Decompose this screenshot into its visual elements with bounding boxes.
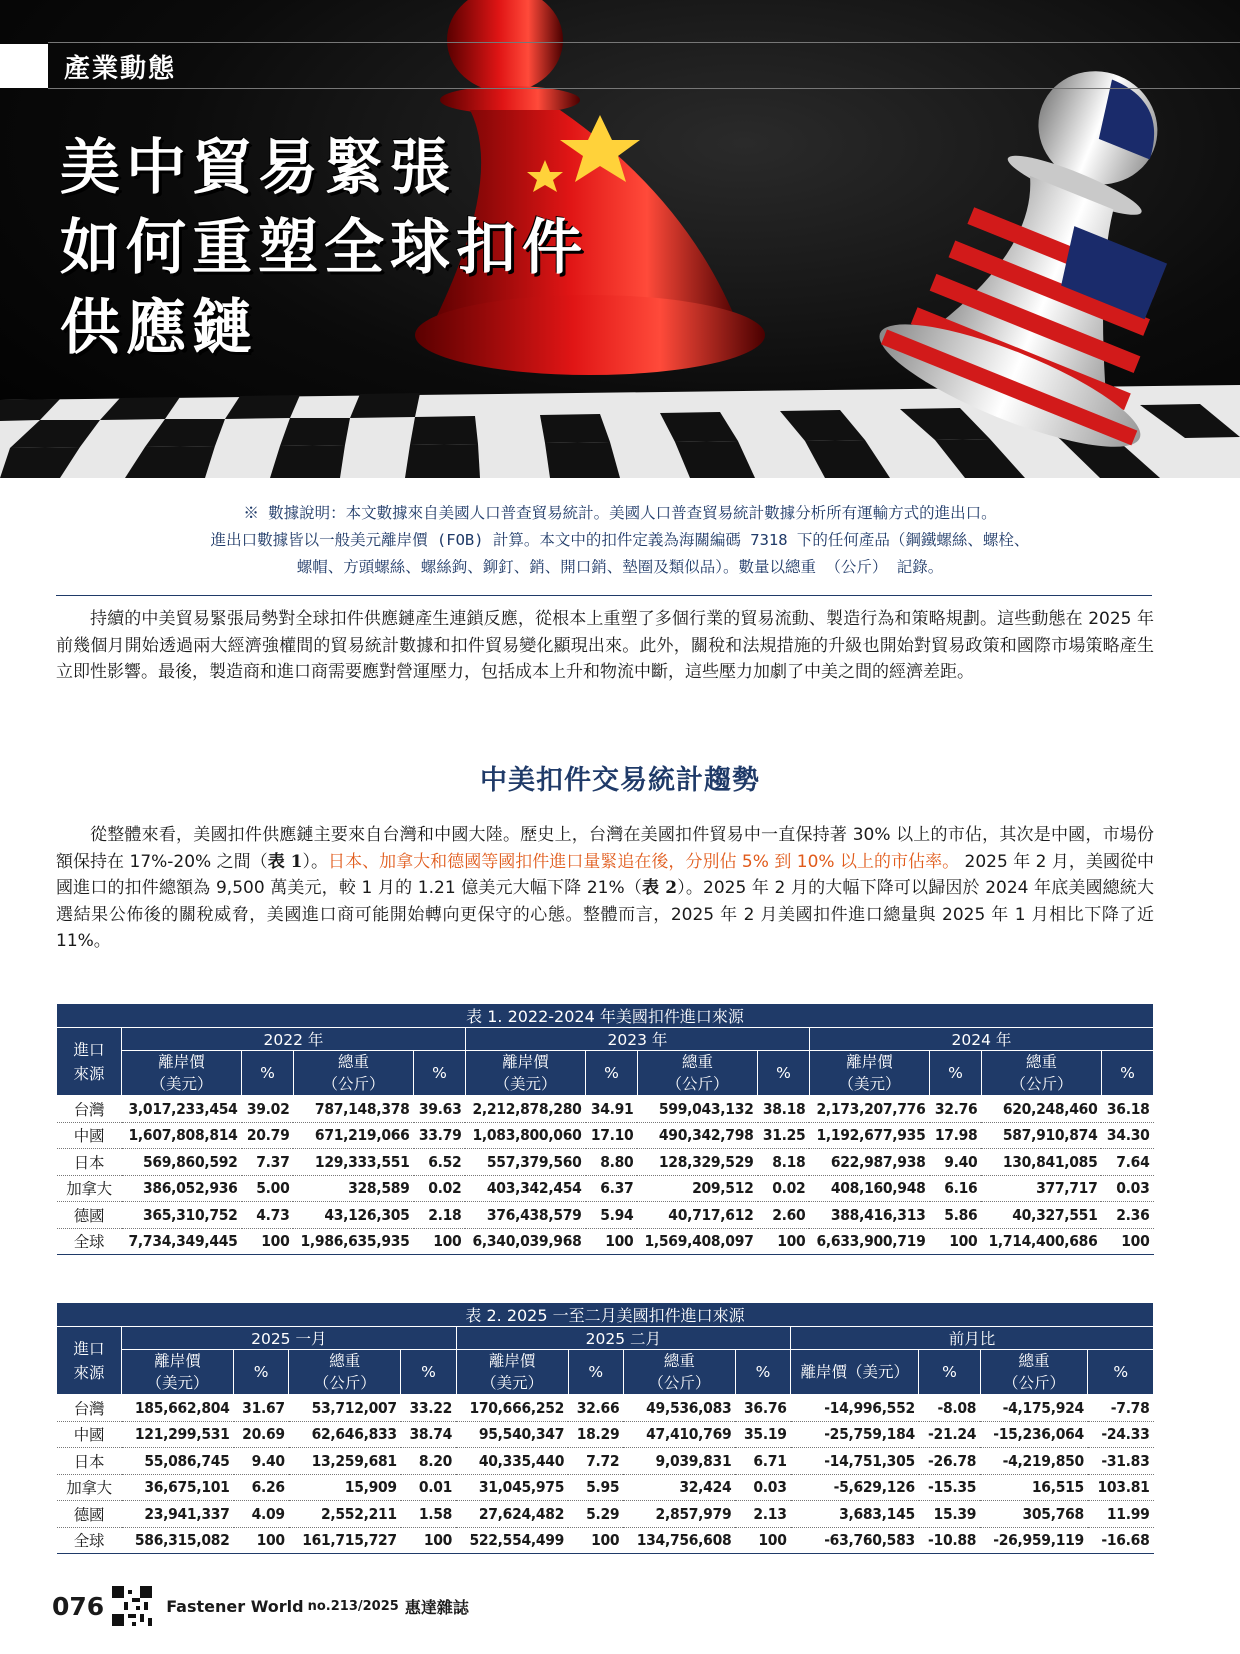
row-source: 全球 bbox=[57, 1527, 122, 1554]
table-cell: 2,552,211 bbox=[289, 1501, 401, 1528]
table-cell: 130,841,085 bbox=[981, 1149, 1101, 1176]
publication-name: Fastener World bbox=[166, 1596, 304, 1616]
table-cell: 3,683,145 bbox=[791, 1501, 919, 1528]
table-cell: 103.81 bbox=[1088, 1474, 1154, 1501]
table-cell: 17.98 bbox=[930, 1122, 982, 1149]
table-cell: -25,759,184 bbox=[791, 1421, 919, 1448]
col-header: 離岸價 （美元） bbox=[122, 1350, 234, 1395]
table-cell: 1,083,800,060 bbox=[465, 1122, 585, 1149]
table-cell: 100 bbox=[586, 1228, 638, 1255]
table-cell: 6,340,039,968 bbox=[465, 1228, 585, 1255]
col-header: 離岸價 （美元） bbox=[465, 1051, 585, 1096]
table-cell: 39.63 bbox=[414, 1096, 466, 1123]
table-caption: 表 2. 2025 一至二月美國扣件進口來源 bbox=[57, 1303, 1154, 1327]
table-cell: 1.58 bbox=[401, 1501, 456, 1528]
intro-paragraph: 持續的中美貿易緊張局勢對全球扣件供應鏈產生連鎖反應，從根本上重塑了多個行業的貿易流動、製造行為和策略規劃。這些動態在 2025 年前幾個月開始透過兩大經濟強權間的貿易統計數據和扣件貿易變化顯現出來。此外，關稅和法規措施的升級也開始對貿易政策和國際市場策略產生立即性影響。最後，製造商和進口商需要應對營運壓力，包括成本上升和物流中斷，這些壓力加劇了中美之間的經濟差距。 bbox=[56, 609, 1154, 683]
table-row bbox=[57, 1501, 1154, 1528]
table-cell: -21.24 bbox=[919, 1421, 980, 1448]
table-cell: 33.22 bbox=[401, 1395, 456, 1422]
table-cell: 32,424 bbox=[623, 1474, 735, 1501]
col-header: % bbox=[234, 1350, 289, 1395]
col-header: 離岸價（美元） bbox=[791, 1350, 919, 1395]
table-cell: 4.73 bbox=[242, 1202, 294, 1229]
table-cell: 17.10 bbox=[586, 1122, 638, 1149]
table-cell: 40,717,612 bbox=[637, 1202, 757, 1229]
col-header: 總重 （公斤） bbox=[637, 1051, 757, 1096]
table-cell: 33.79 bbox=[414, 1122, 466, 1149]
table-cell: 121,299,531 bbox=[122, 1421, 234, 1448]
table-cell: 18.29 bbox=[568, 1421, 623, 1448]
table-cell: 20.79 bbox=[242, 1122, 294, 1149]
table-cell: 5.86 bbox=[930, 1202, 982, 1229]
table-row bbox=[57, 1122, 1154, 1149]
table-cell: -14,751,305 bbox=[791, 1448, 919, 1475]
table-cell: 522,554,499 bbox=[456, 1527, 568, 1554]
table-cell: 39.02 bbox=[242, 1096, 294, 1123]
table-cell: 5.00 bbox=[242, 1175, 294, 1202]
table-cell: 6.52 bbox=[414, 1149, 466, 1176]
col-header: % bbox=[735, 1350, 790, 1395]
col-header: 總重 （公斤） bbox=[289, 1350, 401, 1395]
hero-banner bbox=[0, 0, 1240, 478]
table-cell: -26,959,119 bbox=[980, 1527, 1088, 1554]
table-cell: 0.03 bbox=[735, 1474, 790, 1501]
table-cell: 305,768 bbox=[980, 1501, 1088, 1528]
source-header: 進口 來源 bbox=[57, 1028, 122, 1096]
table-cell: 55,086,745 bbox=[122, 1448, 234, 1475]
note-line: ※ 數據說明：本文數據來自美國人口普查貿易統計。美國人口普查貿易統計數據分析所有運輸方式的進出口。 bbox=[243, 504, 997, 522]
title-line: 供應鏈 bbox=[60, 293, 258, 363]
table-cell: 0.02 bbox=[758, 1175, 810, 1202]
table-cell: 408,160,948 bbox=[809, 1175, 929, 1202]
table-cell: 1,986,635,935 bbox=[293, 1228, 413, 1255]
table-cell: 328,589 bbox=[293, 1175, 413, 1202]
article-title bbox=[60, 128, 588, 368]
table-2-ref: 表 2 bbox=[641, 878, 678, 899]
year-header: 2022 年 bbox=[122, 1028, 466, 1051]
body-paragraph: 從整體來看，美國扣件供應鏈主要來自台灣和中國大陸。歷史上，台灣在美國扣件貿易中一直保持著 30% 以上的市佔，其次是中國，市場份額保持在 17%-20% 之間（表 1）。日本、加拿大和德國等國扣件進口量緊追在後，分別佔 5% 到 10% 以上的市佔率。 2025 年 2 月，美國從中國進口的扣件總額為 9,500 萬美元，較 1 月的 1.21 億美元大幅下降 21%（表 2）。2025 年 2 月的大幅下降可以歸因於 2024 年底美國總統大選結果公佈後的關稅威脅，美國進口商可能開始轉向更保守的心態。整體而言，2025 年 2 月美國扣件進口總量與 2025 年 1 月相比下降了近 11%。 bbox=[56, 825, 1154, 952]
table-cell: 2,173,207,776 bbox=[809, 1096, 929, 1123]
table-cell: 100 bbox=[401, 1527, 456, 1554]
table-cell: 1,192,677,935 bbox=[809, 1122, 929, 1149]
table-cell: 32.76 bbox=[930, 1096, 982, 1123]
table-cell: 1,569,408,097 bbox=[637, 1228, 757, 1255]
table-row bbox=[57, 1228, 1154, 1255]
col-header: 離岸價 （美元） bbox=[809, 1051, 929, 1096]
table-cell: 53,712,007 bbox=[289, 1395, 401, 1422]
table-cell: 587,910,874 bbox=[981, 1122, 1101, 1149]
table-cell: 9,039,831 bbox=[623, 1448, 735, 1475]
section-tag bbox=[0, 44, 176, 88]
publisher-name: 惠達雜誌 bbox=[404, 1597, 469, 1617]
table-caption: 表 1. 2022-2024 年美國扣件進口來源 bbox=[57, 1004, 1154, 1028]
table-cell: -5,629,126 bbox=[791, 1474, 919, 1501]
col-header: % bbox=[919, 1350, 980, 1395]
table-cell: 1,714,400,686 bbox=[981, 1228, 1101, 1255]
table-row bbox=[57, 1395, 1154, 1422]
table-cell: 2,857,979 bbox=[623, 1501, 735, 1528]
table-cell: 3,017,233,454 bbox=[122, 1096, 242, 1123]
table-cell: 20.69 bbox=[234, 1421, 289, 1448]
table-cell: -4,175,924 bbox=[980, 1395, 1088, 1422]
row-source: 德國 bbox=[57, 1202, 122, 1229]
table-cell: 15.39 bbox=[919, 1501, 980, 1528]
table-cell: 388,416,313 bbox=[809, 1202, 929, 1229]
section-label: 產業動態 bbox=[64, 53, 177, 84]
data-note bbox=[120, 500, 1120, 581]
table-cell: 569,860,592 bbox=[122, 1149, 242, 1176]
table-cell: -24.33 bbox=[1088, 1421, 1154, 1448]
row-source: 全球 bbox=[57, 1228, 122, 1255]
table-1 bbox=[56, 1003, 1154, 1255]
table-cell: 161,715,727 bbox=[289, 1527, 401, 1554]
table-cell: 16,515 bbox=[980, 1474, 1088, 1501]
table-cell: 7,734,349,445 bbox=[122, 1228, 242, 1255]
col-header: 總重 （公斤） bbox=[981, 1051, 1101, 1096]
table-cell: 0.01 bbox=[401, 1474, 456, 1501]
table-row bbox=[57, 1096, 1154, 1123]
col-header: 總重 （公斤） bbox=[623, 1350, 735, 1395]
table-cell: -14,996,552 bbox=[791, 1395, 919, 1422]
table-cell: 100 bbox=[568, 1527, 623, 1554]
table-cell: 31.67 bbox=[234, 1395, 289, 1422]
table-cell: 27,624,482 bbox=[456, 1501, 568, 1528]
table-cell: 8.20 bbox=[401, 1448, 456, 1475]
col-header: 總重 （公斤） bbox=[980, 1350, 1088, 1395]
qr-code-icon[interactable] bbox=[112, 1586, 152, 1626]
table-cell: 9.40 bbox=[930, 1149, 982, 1176]
table-cell: 622,987,938 bbox=[809, 1149, 929, 1176]
table-cell: 100 bbox=[242, 1228, 294, 1255]
source-header: 進口 來源 bbox=[57, 1327, 122, 1395]
table-cell: 376,438,579 bbox=[465, 1202, 585, 1229]
table-cell: 129,333,551 bbox=[293, 1149, 413, 1176]
table-cell: 100 bbox=[758, 1228, 810, 1255]
row-source: 中國 bbox=[57, 1122, 122, 1149]
table-cell: 134,756,608 bbox=[623, 1527, 735, 1554]
table-cell: -15,236,064 bbox=[980, 1421, 1088, 1448]
note-line: 進出口數據皆以一般美元離岸價 (FOB) 計算。本文中的扣件定義為海關編碼 7318 下的任何產品（鋼鐵螺絲、螺栓、 bbox=[210, 531, 1030, 549]
col-header: % bbox=[1101, 1051, 1153, 1096]
table-1-ref: 表 1 bbox=[267, 851, 303, 872]
table-row bbox=[57, 1527, 1154, 1554]
table-cell: 7.72 bbox=[568, 1448, 623, 1475]
table-cell: -4,219,850 bbox=[980, 1448, 1088, 1475]
table-cell: -16.68 bbox=[1088, 1527, 1154, 1554]
table-cell: 36.76 bbox=[735, 1395, 790, 1422]
table-cell: 7.37 bbox=[242, 1149, 294, 1176]
table-cell: 23,941,337 bbox=[122, 1501, 234, 1528]
title-line: 美中貿易緊張 bbox=[60, 133, 456, 203]
table-cell: 4.09 bbox=[234, 1501, 289, 1528]
period-header: 2025 一月 bbox=[122, 1327, 457, 1350]
row-source: 加拿大 bbox=[57, 1175, 122, 1202]
table-row bbox=[57, 1149, 1154, 1176]
table-cell: 557,379,560 bbox=[465, 1149, 585, 1176]
col-header: % bbox=[1088, 1350, 1154, 1395]
table-cell: 100 bbox=[735, 1527, 790, 1554]
table-cell: 8.18 bbox=[758, 1149, 810, 1176]
table-cell: 6.26 bbox=[234, 1474, 289, 1501]
table-cell: 13,259,681 bbox=[289, 1448, 401, 1475]
table-row bbox=[57, 1175, 1154, 1202]
table-cell: 599,043,132 bbox=[637, 1096, 757, 1123]
table-cell: 6.71 bbox=[735, 1448, 790, 1475]
table-cell: 40,327,551 bbox=[981, 1202, 1101, 1229]
col-header: 離岸價 （美元） bbox=[456, 1350, 568, 1395]
table-cell: 7.64 bbox=[1101, 1149, 1153, 1176]
row-source: 台灣 bbox=[57, 1395, 122, 1422]
table-cell: 36,675,101 bbox=[122, 1474, 234, 1501]
table-row bbox=[57, 1202, 1154, 1229]
table-row bbox=[57, 1421, 1154, 1448]
table-cell: -8.08 bbox=[919, 1395, 980, 1422]
col-header: % bbox=[586, 1051, 638, 1096]
table-cell: 36.18 bbox=[1101, 1096, 1153, 1123]
table-cell: 100 bbox=[1101, 1228, 1153, 1255]
table-cell: 2.60 bbox=[758, 1202, 810, 1229]
row-source: 中國 bbox=[57, 1421, 122, 1448]
row-source: 台灣 bbox=[57, 1096, 122, 1123]
table-cell: 32.66 bbox=[568, 1395, 623, 1422]
table-cell: 185,662,804 bbox=[122, 1395, 234, 1422]
table-cell: 128,329,529 bbox=[637, 1149, 757, 1176]
table-cell: 34.91 bbox=[586, 1096, 638, 1123]
table-cell: 6.16 bbox=[930, 1175, 982, 1202]
table-cell: 38.18 bbox=[758, 1096, 810, 1123]
col-header: 離岸價 （美元） bbox=[122, 1051, 242, 1096]
table-cell: -10.88 bbox=[919, 1527, 980, 1554]
row-source: 日本 bbox=[57, 1149, 122, 1176]
col-header: % bbox=[414, 1051, 466, 1096]
table-cell: 100 bbox=[414, 1228, 466, 1255]
table-cell: 40,335,440 bbox=[456, 1448, 568, 1475]
table-cell: -7.78 bbox=[1088, 1395, 1154, 1422]
table-cell: 170,666,252 bbox=[456, 1395, 568, 1422]
period-header: 前月比 bbox=[791, 1327, 1154, 1350]
col-header: % bbox=[568, 1350, 623, 1395]
table-row bbox=[57, 1448, 1154, 1475]
table-cell: 2,212,878,280 bbox=[465, 1096, 585, 1123]
table-cell: -31.83 bbox=[1088, 1448, 1154, 1475]
row-source: 日本 bbox=[57, 1448, 122, 1475]
table-cell: -15.35 bbox=[919, 1474, 980, 1501]
row-source: 德國 bbox=[57, 1501, 122, 1528]
table-cell: 9.40 bbox=[234, 1448, 289, 1475]
table-cell: 5.94 bbox=[586, 1202, 638, 1229]
table-cell: 490,342,798 bbox=[637, 1122, 757, 1149]
divider bbox=[56, 595, 1152, 596]
table-cell: 34.30 bbox=[1101, 1122, 1153, 1149]
table-cell: -63,760,583 bbox=[791, 1527, 919, 1554]
year-header: 2023 年 bbox=[465, 1028, 809, 1051]
table-cell: 620,248,460 bbox=[981, 1096, 1101, 1123]
table-cell: 62,646,833 bbox=[289, 1421, 401, 1448]
table-cell: 11.99 bbox=[1088, 1501, 1154, 1528]
table-2 bbox=[56, 1302, 1154, 1554]
table-cell: 100 bbox=[930, 1228, 982, 1255]
table-cell: 1,607,808,814 bbox=[122, 1122, 242, 1149]
table-cell: 209,512 bbox=[637, 1175, 757, 1202]
page-number: 076 bbox=[52, 1591, 105, 1621]
table-cell: 8.80 bbox=[586, 1149, 638, 1176]
table-cell: 6,633,900,719 bbox=[809, 1228, 929, 1255]
table-cell: 43,126,305 bbox=[293, 1202, 413, 1229]
table-cell: 2.36 bbox=[1101, 1202, 1153, 1229]
row-source: 加拿大 bbox=[57, 1474, 122, 1501]
table-cell: 2.18 bbox=[414, 1202, 466, 1229]
table-cell: 5.29 bbox=[568, 1501, 623, 1528]
col-header: % bbox=[401, 1350, 456, 1395]
table-cell: 47,410,769 bbox=[623, 1421, 735, 1448]
issue-number: no.213/2025 bbox=[307, 1598, 399, 1614]
table-cell: 787,148,378 bbox=[293, 1096, 413, 1123]
table-cell: 403,342,454 bbox=[465, 1175, 585, 1202]
table-row bbox=[57, 1474, 1154, 1501]
col-header: % bbox=[758, 1051, 810, 1096]
table-cell: 377,717 bbox=[981, 1175, 1101, 1202]
table-cell: 586,315,082 bbox=[122, 1527, 234, 1554]
table-cell: 365,310,752 bbox=[122, 1202, 242, 1229]
table-cell: 31.25 bbox=[758, 1122, 810, 1149]
col-header: % bbox=[930, 1051, 982, 1096]
col-header: 總重 （公斤） bbox=[293, 1051, 413, 1096]
table-cell: 386,052,936 bbox=[122, 1175, 242, 1202]
table-cell: 35.19 bbox=[735, 1421, 790, 1448]
table-cell: 6.37 bbox=[586, 1175, 638, 1202]
table-cell: 671,219,066 bbox=[293, 1122, 413, 1149]
highlight-text: 日本、加拿大和德國等國扣件進口量緊追在後，分別佔 5% 到 10% 以上的市佔率。 bbox=[328, 851, 960, 872]
table-cell: 100 bbox=[234, 1527, 289, 1554]
table-cell: 0.03 bbox=[1101, 1175, 1153, 1202]
table-cell: 31,045,975 bbox=[456, 1474, 568, 1501]
table-cell: 38.74 bbox=[401, 1421, 456, 1448]
table-cell: 95,540,347 bbox=[456, 1421, 568, 1448]
col-header: % bbox=[242, 1051, 294, 1096]
table-cell: 0.02 bbox=[414, 1175, 466, 1202]
table-cell: 15,909 bbox=[289, 1474, 401, 1501]
table-cell: 2.13 bbox=[735, 1501, 790, 1528]
table-cell: 5.95 bbox=[568, 1474, 623, 1501]
section-heading: 中美扣件交易統計趨勢 bbox=[480, 765, 760, 796]
year-header: 2024 年 bbox=[809, 1028, 1153, 1051]
note-line: 螺帽、方頭螺絲、螺絲鉤、鉚釘、銷、開口銷、墊圈及類似品）。數量以總重 （公斤） 記錄。 bbox=[296, 558, 944, 576]
table-cell: 49,536,083 bbox=[623, 1395, 735, 1422]
table-cell: -26.78 bbox=[919, 1448, 980, 1475]
page-footer bbox=[52, 1586, 469, 1626]
period-header: 2025 二月 bbox=[456, 1327, 791, 1350]
title-line: 如何重塑全球扣件 bbox=[60, 213, 588, 283]
